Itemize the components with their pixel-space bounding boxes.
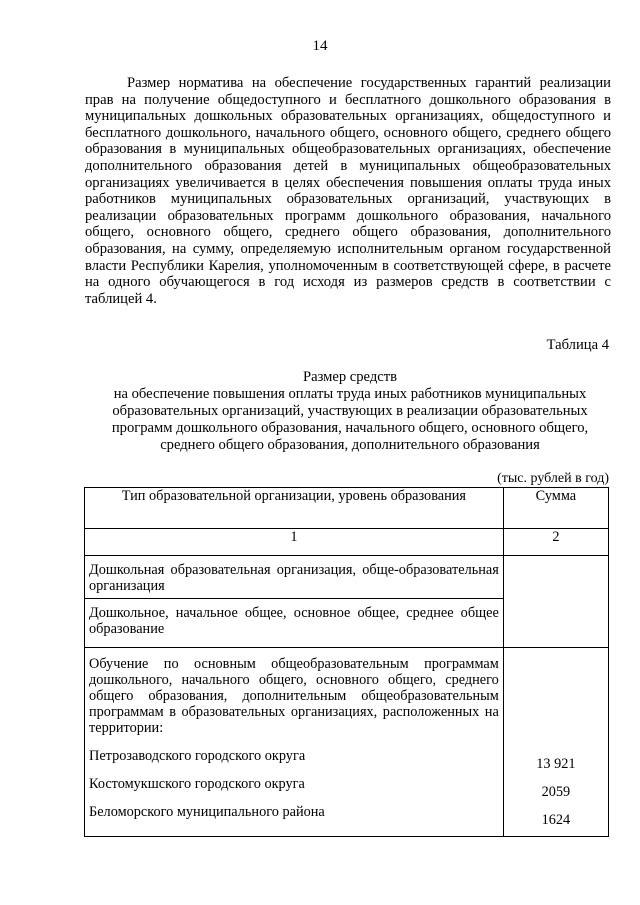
sum-value: 1624 — [541, 812, 571, 828]
header-type: Тип образовательной организации, уровень образования — [85, 488, 504, 529]
table-title-line: на обеспечение повышения оплаты труда иных работников муниципальных — [113, 386, 587, 402]
table-header-row — [85, 488, 609, 529]
org-type-text: Дошкольная образовательная организация, обще-образовательная организация — [89, 562, 499, 594]
territory-name: Беломорского муниципального района — [89, 804, 325, 820]
page-number: 14 — [312, 38, 328, 54]
body-paragraph: Размер норматива на обеспечение государственных гарантий реализации прав на получение общедоступного и бесплатного дошкольного образования в муниципальных дошкольных образовательных организациях, общедоступного и бесплатного дошкольного, начального общего, основного общего, среднего общего образования в муниципальных общеобразовательных организациях, обеспечение дополнительного образования детей в муниципальных общеобразовательных организациях увеличивается в целях обеспечения повышения оплаты труда иных работников муниципальных образовательных организаций, участвующих в реализации образовательных программ дошкольного образования, начального общего, основного общего, среднего общего образования, дополнительного образования, на сумму, определяемую исполнительным органом государственной власти Республики Карелия, уполномоченным в соответствующей сфере, в расчете на одного обучающегося в год исходя из размеров средств в соответствии с таблицей 4. — [85, 75, 611, 307]
column-number: 2 — [503, 529, 608, 556]
table-row — [85, 556, 609, 599]
table-title-line: среднего общего образования, дополнительного образования — [160, 437, 540, 453]
territory-name: Костомукшского городского округа — [89, 776, 305, 792]
sum-value: 13 921 — [536, 756, 576, 772]
table-title-line: образовательных организаций, участвующих в реализации образовательных — [112, 403, 588, 419]
column-number: 1 — [85, 529, 504, 556]
territory-name: Петрозаводского городского округа — [89, 748, 306, 764]
table-title — [60, 369, 640, 454]
column-number-row — [85, 529, 609, 556]
sum-value: 2059 — [541, 784, 571, 800]
units-note: (тыс. рублей в год) — [497, 471, 609, 486]
table-row — [85, 648, 609, 837]
table-label: Таблица 4 — [546, 337, 609, 353]
table-title-line: Размер средств — [302, 369, 398, 385]
funding-table — [84, 487, 609, 837]
level-text: Дошкольное, начальное общее, основное общее, среднее общее образование — [89, 605, 499, 637]
table-title-line: программ дошкольного образования, начального общего, основного общего, — [111, 420, 589, 436]
header-sum: Сумма — [503, 488, 608, 529]
program-intro-text: Обучение по основным общеобразовательным программам дошкольного, начального общего, основного общего, среднего общего образования, дополнительным общеобразовательным программам в образовательных организациях, расположенных на территории: — [89, 656, 499, 736]
